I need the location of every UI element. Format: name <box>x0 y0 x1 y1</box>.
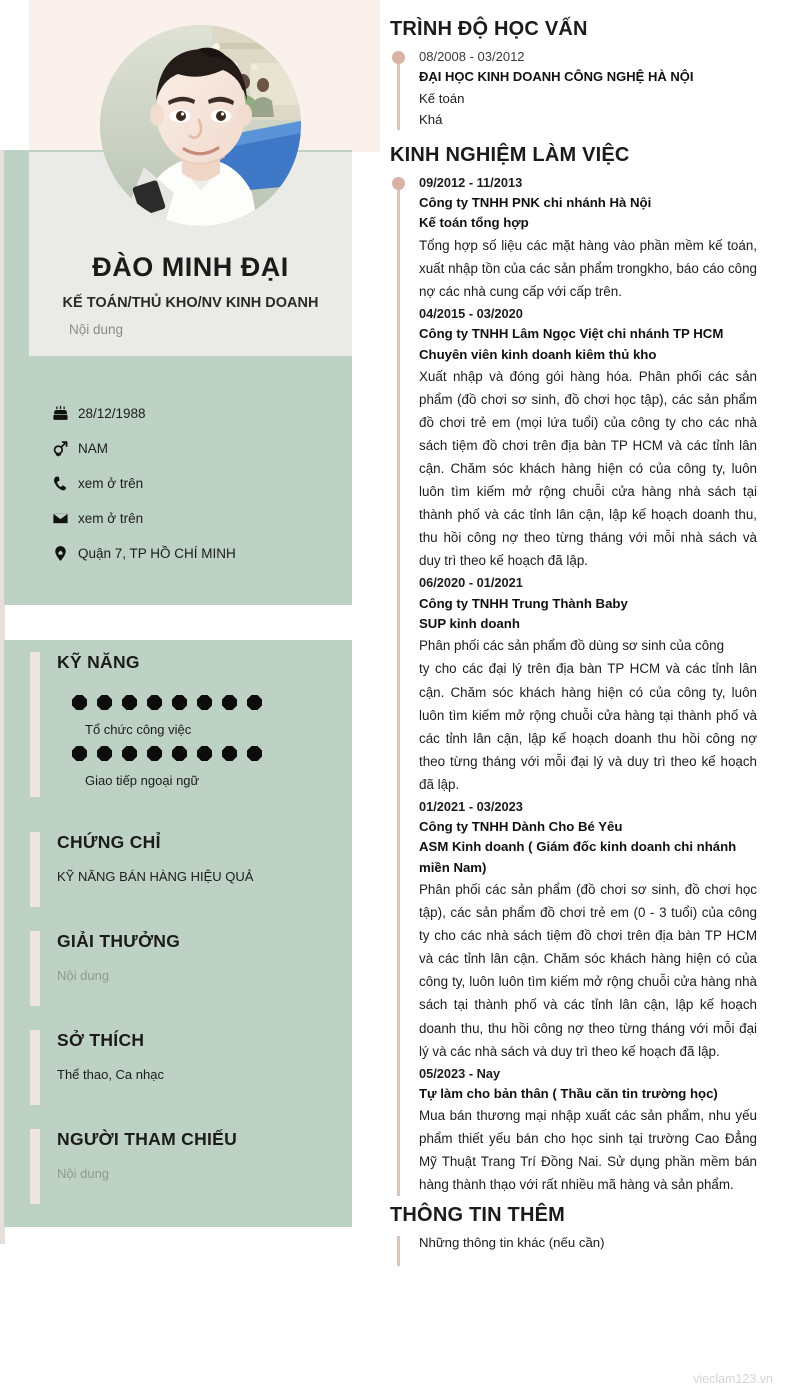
experience-company: Công ty TNHH PNK chi nhánh Hà Nội <box>419 194 652 210</box>
section-hobbies <box>30 1030 350 1105</box>
education-grade: Khá <box>419 111 443 127</box>
section-title-references: NGƯỜI THAM CHIẾU <box>57 1129 238 1149</box>
section-accent-bar-skills <box>30 652 40 797</box>
email-icon <box>52 510 78 527</box>
section-accent-bar-hobbies <box>30 1030 40 1105</box>
experience-company: Công ty TNHH Trung Thành Baby <box>419 595 628 611</box>
section-skills <box>30 652 350 797</box>
experience-company: Công ty TNHH Lâm Ngọc Việt chi nhánh TP HCM <box>419 326 724 342</box>
experience-entry <box>419 1063 757 1197</box>
contact-row-phone <box>52 466 342 501</box>
gender-icon <box>52 440 78 457</box>
contact-value-address: Quận 7, TP HỒ CHÍ MINH <box>78 546 236 561</box>
experience-date: 05/2023 - Nay <box>419 1065 501 1081</box>
experience-date: 04/2015 - 03/2020 <box>419 305 523 321</box>
experience-company: Công ty TNHH Dành Cho Bé Yêu <box>419 818 623 834</box>
skill-dot <box>247 695 262 710</box>
main-content <box>380 0 785 1394</box>
skill-rating-dots-1 <box>57 746 350 761</box>
experience-date: 06/2020 - 01/2021 <box>419 575 523 591</box>
experience-timeline <box>390 172 757 1197</box>
education-major: Kế toán <box>419 90 465 106</box>
experience-description: Phân phối các sản phẩm (đồ chơi sơ sinh, đồ chơi học tập), các sản phẩm đồ chơi trẻ em (0 - 3 tuổi) của công ty cho các nhà sách tiệm đồ chơi trên địa bàn TP HCM và các tỉnh lân cận. Chăm sóc khách hàng hiện có của công ty, luôn luôn tìm kiếm mở rộng chuỗi cửa hàng nhà sách tại thành phố và các tỉnh lân cận, lập kế hoạch doanh thu, thu hồi công nợ theo từng tháng với mỗi đại lý và các nhà sách và duy trì theo kế hoạch đã lập. <box>419 882 757 1059</box>
skill-dot <box>72 695 87 710</box>
section-title-education: TRÌNH ĐỘ HỌC VẤN <box>390 18 588 40</box>
skill-rating-dots-0 <box>57 695 350 710</box>
skill-dot <box>72 746 87 761</box>
section-title-skills: KỸ NĂNG <box>57 652 140 672</box>
watermark: vieclam123.vn <box>693 1372 773 1386</box>
experience-description-line1: Phân phối các sản phẩm đồ dùng sơ sinh của công <box>419 638 725 654</box>
skill-dot <box>147 746 162 761</box>
skill-dot <box>97 695 112 710</box>
experience-position: Kế toán tổng hợp <box>419 215 529 231</box>
avatar <box>100 25 301 226</box>
location-pin-icon <box>52 545 78 562</box>
contact-value-gender: NAM <box>78 441 108 456</box>
section-certificates <box>30 832 350 907</box>
experience-description: Tổng hợp số liệu các mặt hàng vào phần mềm kế toán, xuất nhập tồn của các sản phẩm trongkho, báo cáo công nợ các nhà cung cấp với cấp trên. <box>419 237 757 299</box>
sidebar <box>0 0 380 1394</box>
skill-dot <box>147 695 162 710</box>
experience-position: Chuyên viên kinh doanh kiêm thủ kho <box>419 346 657 362</box>
candidate-tagline: Nội dung <box>69 322 124 337</box>
section-body-hobbies: Thể thao, Ca nhạc <box>57 1067 164 1082</box>
skill-dot <box>222 695 237 710</box>
candidate-name: ĐÀO MINH ĐẠI <box>92 252 289 282</box>
phone-icon <box>52 475 78 492</box>
contact-row-address <box>52 536 342 571</box>
section-body-awards: Nội dung <box>57 968 110 983</box>
skill-dot <box>197 746 212 761</box>
contact-value-phone: xem ở trên <box>78 476 144 491</box>
profile-photo <box>100 25 301 226</box>
additional-body: Những thông tin khác (nếu cần) <box>419 1235 605 1251</box>
candidate-role: KẾ TOÁN/THỦ KHO/NV KINH DOANH <box>62 295 319 311</box>
additional-timeline <box>390 1232 757 1253</box>
experience-entry <box>419 796 757 1063</box>
section-body-certificates: KỸ NĂNG BÁN HÀNG HIỆU QUẢ <box>57 869 254 884</box>
contact-list <box>52 396 342 571</box>
contact-row-birthday <box>52 396 342 431</box>
section-body-references: Nội dung <box>57 1166 110 1181</box>
section-accent-bar-references <box>30 1129 40 1204</box>
experience-entry <box>419 303 757 572</box>
experience-company: Tự làm cho bản thân ( Thầu căn tin trường học) <box>419 1085 718 1101</box>
contact-value-email: xem ở trên <box>78 511 144 526</box>
skill-dot <box>197 695 212 710</box>
skill-dot <box>97 746 112 761</box>
skill-dot <box>172 695 187 710</box>
section-references <box>30 1129 350 1204</box>
skill-dot <box>222 746 237 761</box>
skill-dot <box>172 746 187 761</box>
skill-label-0: Tổ chức công việc <box>85 722 192 737</box>
section-title-certificates: CHỨNG CHỈ <box>57 832 161 852</box>
skill-label-1: Giao tiếp ngoại ngữ <box>85 773 200 788</box>
education-entry <box>419 46 757 130</box>
skill-dot <box>122 746 137 761</box>
experience-position: ASM Kinh doanh ( Giám đốc kinh doanh chi nhánh miền Nam) <box>419 839 737 875</box>
experience-entry <box>419 572 757 795</box>
experience-description: Xuất nhập và đóng gói hàng hóa. Phân phối các sản phẩm (đồ chơi sơ sinh, đồ chơi học tập), các sản phẩm đồ chơi trẻ em (mọi lứa tuổi) của công ty cho các nhà sách tiệm đồ chơi trên địa bàn TP HCM và các tỉnh lân cận. Chăm sóc khách hàng hiện có của công ty, luôn luôn tìm kiếm mở rộng chuỗi cửa hàng nhà sách tại thành phố và các tỉnh lân cận, lập kế hoạch doanh thu, thu hồi công nợ theo từng tháng với mỗi nhà sách và duy trì theo kế hoạch đã lập. <box>419 369 757 569</box>
section-accent-bar-certificates <box>30 832 40 907</box>
contact-row-gender <box>52 431 342 466</box>
section-accent-bar-awards <box>30 931 40 1006</box>
experience-position: SUP kinh doanh <box>419 615 520 631</box>
education-date: 08/2008 - 03/2012 <box>419 49 525 64</box>
section-awards <box>30 931 350 1006</box>
education-timeline <box>390 46 757 130</box>
skill-dot <box>122 695 137 710</box>
experience-description: Mua bán thương mại nhập xuất các sản phẩm, nhu yếu phẩm thiết yếu bán cho học sinh tại trường Cao Đẳng Mỹ Thuật Trang Trí Đồng Nai. Sử dụng phần mềm bán hàng thành thạo với rất nhiều mã hàng và sản phẩm. <box>419 1108 757 1193</box>
section-title-hobbies: SỞ THÍCH <box>57 1030 145 1050</box>
education-school: ĐẠI HỌC KINH DOANH CÔNG NGHỆ HÀ NỘI <box>419 69 694 85</box>
section-title-awards: GIẢI THƯỞNG <box>57 931 181 951</box>
experience-date: 09/2012 - 11/2013 <box>419 174 523 190</box>
section-title-experience: KINH NGHIỆM LÀM VIỆC <box>390 143 630 166</box>
experience-date: 01/2021 - 03/2023 <box>419 798 523 814</box>
experience-description: ty cho các đại lý trên địa bàn TP HCM và các tỉnh lân cận. Chăm sóc khách hàng hiện có của công ty, luôn luôn tìm kiếm mở rộng chuỗi cửa hàng tại thành phố và các tỉnh lân cận, lập kế hoạch doanh thu hồi công nợ theo từng tháng với mỗi đại lý và duy trì theo kế hoạch đã lập. <box>419 661 757 792</box>
skill-dot <box>247 746 262 761</box>
birthday-cake-icon <box>52 405 78 422</box>
contact-value-birthday: 28/12/1988 <box>78 406 146 421</box>
section-title-additional: THÔNG TIN THÊM <box>390 1204 566 1227</box>
contact-row-email <box>52 501 342 536</box>
experience-entry <box>419 172 757 303</box>
